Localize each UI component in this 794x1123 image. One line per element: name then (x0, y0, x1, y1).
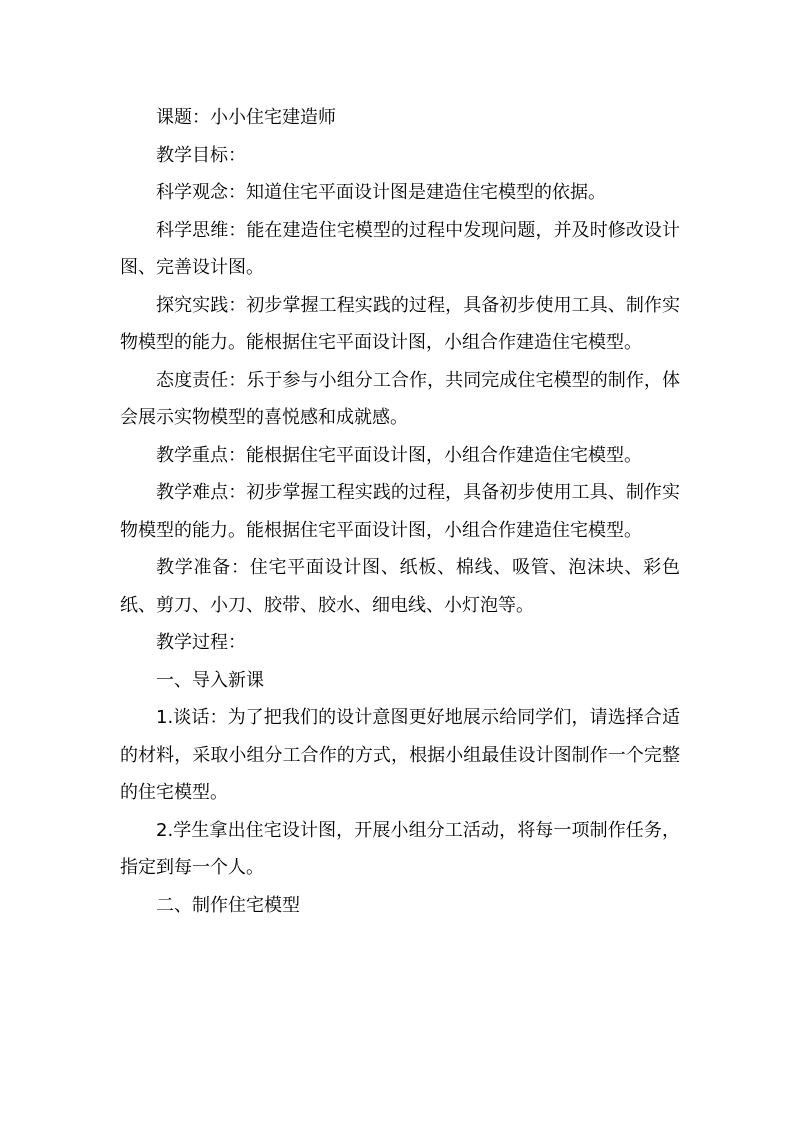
goal-inquiry-practice: 探究实践：初步掌握工程实践的过程，具备初步使用工具、制作实物模型的能力。能根据住宅平面设计图，小组合作建造住宅模型。 (120, 294, 680, 353)
goal-attitude-responsibility: 态度责任：乐于参与小组分工合作，共同完成住宅模型的制作，体会展示实物模型的喜悦感和成就感。 (120, 369, 680, 428)
step-group-assignment: 2.学生拿出住宅设计图，开展小组分工活动，将每一项制作任务，指定到每一个人。 (120, 819, 680, 878)
section-heading-introduction: 一、导入新课 (156, 669, 264, 691)
teaching-goals-heading: 教学目标： (156, 144, 246, 166)
lesson-title: 课题：小小住宅建造师 (156, 107, 336, 128)
step-talk: 1.谈话：为了把我们的设计意图更好地展示给同学们，请选择合适的材料，采取小组分工合作的方式，根据小组最佳设计图制作一个完整的住宅模型。 (120, 707, 680, 803)
teaching-process-heading: 教学过程： (156, 632, 246, 653)
teaching-key-point: 教学重点：能根据住宅平面设计图，小组合作建造住宅模型。 (156, 444, 642, 466)
teaching-preparation: 教学准备：住宅平面设计图、纸板、棉线、吸管、泡沫块、彩色纸、剪刀、小刀、胶带、胶水、细电线、小灯泡等。 (120, 557, 680, 616)
teaching-difficulty: 教学难点：初步掌握工程实践的过程，具备初步使用工具、制作实物模型的能力。能根据住宅平面设计图，小组合作建造住宅模型。 (120, 482, 680, 541)
goal-scientific-thinking: 科学思维：能在建造住宅模型的过程中发现问题，并及时修改设计图、完善设计图。 (120, 219, 680, 278)
section-heading-make-model: 二、制作住宅模型 (156, 894, 300, 916)
document-body (120, 99, 680, 924)
goal-scientific-concept: 科学观念：知道住宅平面设计图是建造住宅模型的依据。 (156, 182, 606, 203)
